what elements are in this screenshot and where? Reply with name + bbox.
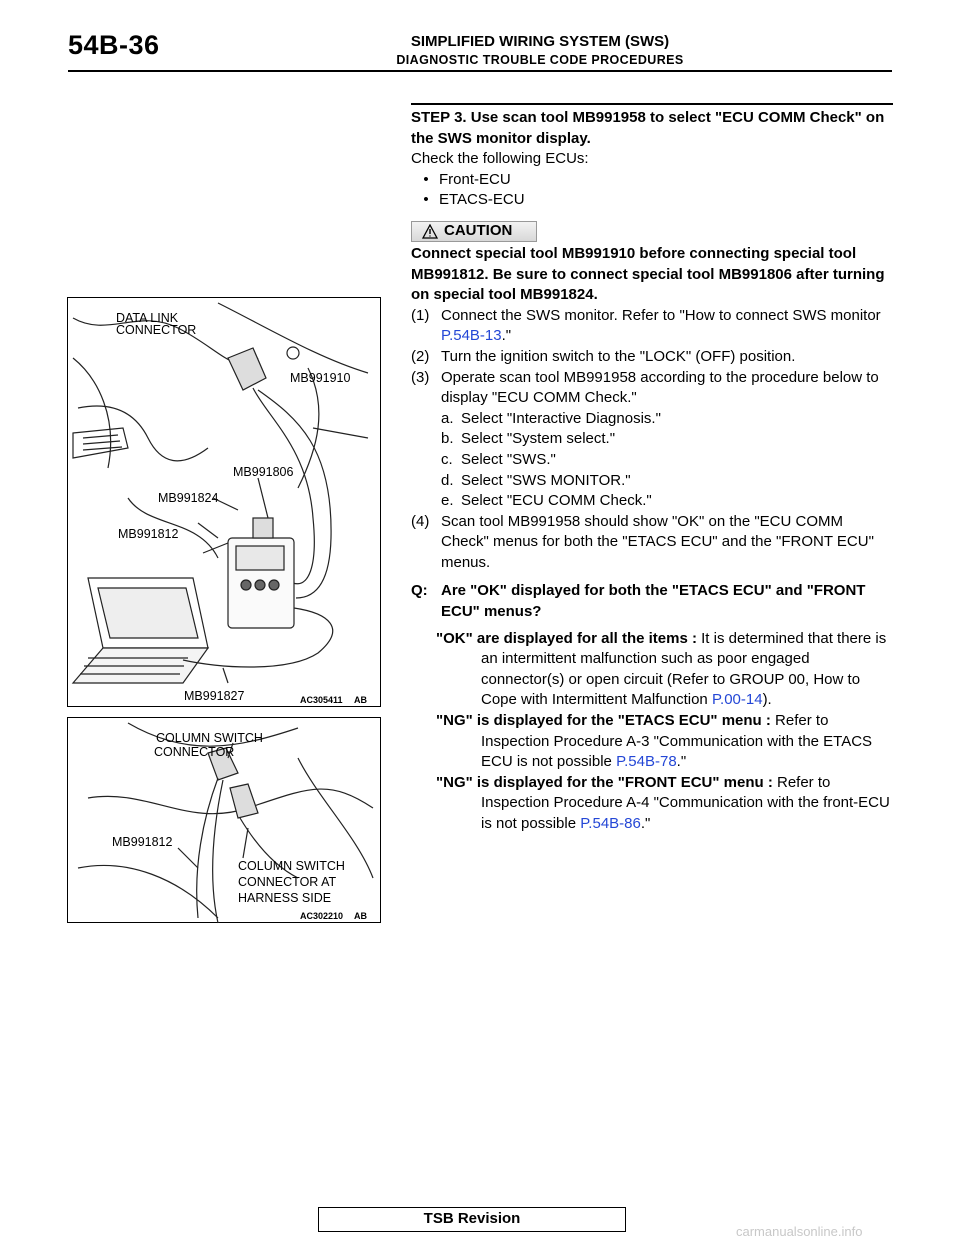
label-data-link: DATA LINK [116,311,179,325]
list-item: • Front-ECU [411,170,893,191]
label-mb991824: MB991824 [158,491,219,505]
scan-tool-screen [236,546,284,570]
answer-text: Refer to Inspection Procedure A-3 "Communication with the ETACS ECU is not possible [481,712,873,771]
label-mb991806: MB991806 [233,465,294,479]
leader-line [243,828,248,858]
bullet-text: Front-ECU [439,170,511,188]
leader-line [178,848,198,868]
tsb-revision-box: TSB Revision [318,1207,626,1232]
label-column-switch-2: COLUMN SWITCH [238,859,345,873]
answer-label: "NG" is displayed for the "ETACS ECU" menu : [436,712,771,730]
figure-scan-tool-connection [67,297,381,707]
figure-column-switch [67,717,381,923]
step-heading: STEP 3. Use scan tool MB991958 to select "ECU COMM Check" on the SWS monitor display. [411,109,885,147]
label-connector-at: CONNECTOR AT [238,875,337,889]
sub-item-text: Select "Interactive Diagnosis." [461,409,661,427]
item-number: (4) [411,512,430,530]
answer-ok [411,629,893,711]
scan-tool-key [241,580,251,590]
answer-text: It is determined that there is an intermittent malfunction such as poor engaged connector(s) or open circuit (Refer to GROUP 00, How to Cope with Intermittent Malfunction [481,629,887,709]
answer-text-end: ." [676,753,687,771]
answer-text-end: ). [762,691,772,709]
sub-item-text: Select "SWS." [461,450,556,468]
sub-item-text: Select "SWS MONITOR." [461,471,631,489]
figure-code: AC302210 [300,911,344,921]
procedure-item-1 [411,306,893,347]
figure-column-switch-drawing [68,718,382,924]
label-connector: CONNECTOR [116,323,197,337]
label-mb991910: MB991910 [290,371,351,385]
answer-label: "OK" are displayed for all the items : [436,629,697,647]
dash-bar [313,428,368,438]
sub-item [411,409,893,430]
label-mb991827: MB991827 [184,689,245,703]
item-text-part: Connect the SWS monitor. Refer to "How to connect SWS monitor [441,306,881,324]
procedure-column [411,103,893,835]
sub-item-letter: a. [441,409,454,427]
item-text: Operate scan tool MB991958 according to the procedure below to display "ECU COMM Check." [441,368,879,407]
section-subtitle: DIAGNOSTIC TROUBLE CODE PROCEDURES [396,53,684,67]
step-rule [411,103,893,105]
data-link-connector [228,348,266,390]
answer-ng-front [411,773,893,835]
sub-item [411,471,893,492]
mb991812-cable [197,778,218,918]
caution-banner [411,221,537,242]
label-column-switch: COLUMN SWITCH [156,731,263,745]
leader-line [203,543,228,553]
caution-text: Connect special tool MB991910 before connecting special tool MB991812. Be sure to connect special tool MB991806 after turning on special tool MB991824. [411,244,885,304]
question-marker: Q: [411,582,428,600]
mb991806-adapter [253,518,273,538]
item-number: (1) [411,306,430,324]
sub-item-letter: c. [441,450,453,468]
caution-label: CAUTION [444,222,513,240]
warning-triangle-icon [422,224,438,239]
column-outline [88,789,373,814]
bullet-text: ETACS-ECU [439,191,525,209]
page-link[interactable]: P.54B-78 [616,753,677,771]
question-text: Are "OK" displayed for both the "ETACS ECU" and "FRONT ECU" menus? [441,582,866,621]
item-number: (3) [411,368,430,386]
item-number: (2) [411,347,430,365]
label-mb991812: MB991812 [118,527,179,541]
figure-code-suffix: AB [354,695,367,705]
list-item: • ETACS-ECU [411,190,893,211]
leader-line [258,478,268,518]
figure-code-suffix: AB [354,911,367,921]
figure-code: AC305411 [300,695,343,705]
sub-item-letter: b. [441,430,454,448]
header-rule [68,70,892,72]
question [411,581,893,622]
scan-tool-key [269,580,279,590]
sub-item-letter: d. [441,471,454,489]
leader-line [198,523,218,538]
dash-outline [73,358,111,468]
answer-label: "NG" is displayed for the "FRONT ECU" menu : [436,773,773,791]
figure-scan-tool-drawing [68,298,382,708]
sub-item-letter: e. [441,492,454,510]
answer-text-end: ." [640,815,651,832]
harness-connector [230,784,258,818]
sub-item-text: Select "ECU COMM Check." [461,492,652,510]
mb991812-cable-2 [213,780,223,923]
answer-text: Refer to Inspection Procedure A-4 "Communication with the front-ECU is not possible [481,773,890,832]
leader-line [223,668,228,683]
page-link[interactable]: P.54B-13 [441,327,502,345]
item-text-part: ." [501,327,512,345]
watermark: carmanualsonline.info [736,1224,863,1239]
page-link[interactable]: P.54B-86 [580,815,641,832]
section-title: SIMPLIFIED WIRING SYSTEM (SWS) [410,33,670,50]
page-number: 54B-36 [68,30,160,60]
step-intro: Check the following ECUs: [411,150,589,168]
sub-item [411,429,893,450]
bolt [287,347,299,359]
sub-item-text: Select "System select." [461,430,616,448]
laptop-display [98,588,198,638]
page-link[interactable]: P.00-14 [711,691,763,709]
item-text: Turn the ignition switch to the "LOCK" (OFF) position. [441,347,796,365]
procedure-item-4 [411,512,893,574]
procedure-item-3 [411,368,893,409]
label-harness-side: HARNESS SIDE [238,891,332,905]
scan-tool-key [255,580,265,590]
sub-item [411,450,893,471]
sub-item [411,491,893,512]
item-text: Scan tool MB991958 should show "OK" on the "ECU COMM Check" menus for both the "ETACS ECU" and the "FRONT ECU" menus. [441,512,874,571]
procedure-item-2 [411,347,893,368]
label-connector: CONNECTOR [154,745,235,759]
dash-outline [78,406,208,461]
item-text [441,306,893,347]
answer-ng-etacs [411,711,893,773]
label-mb991812: MB991812 [112,835,173,849]
vent-lines [83,435,122,450]
